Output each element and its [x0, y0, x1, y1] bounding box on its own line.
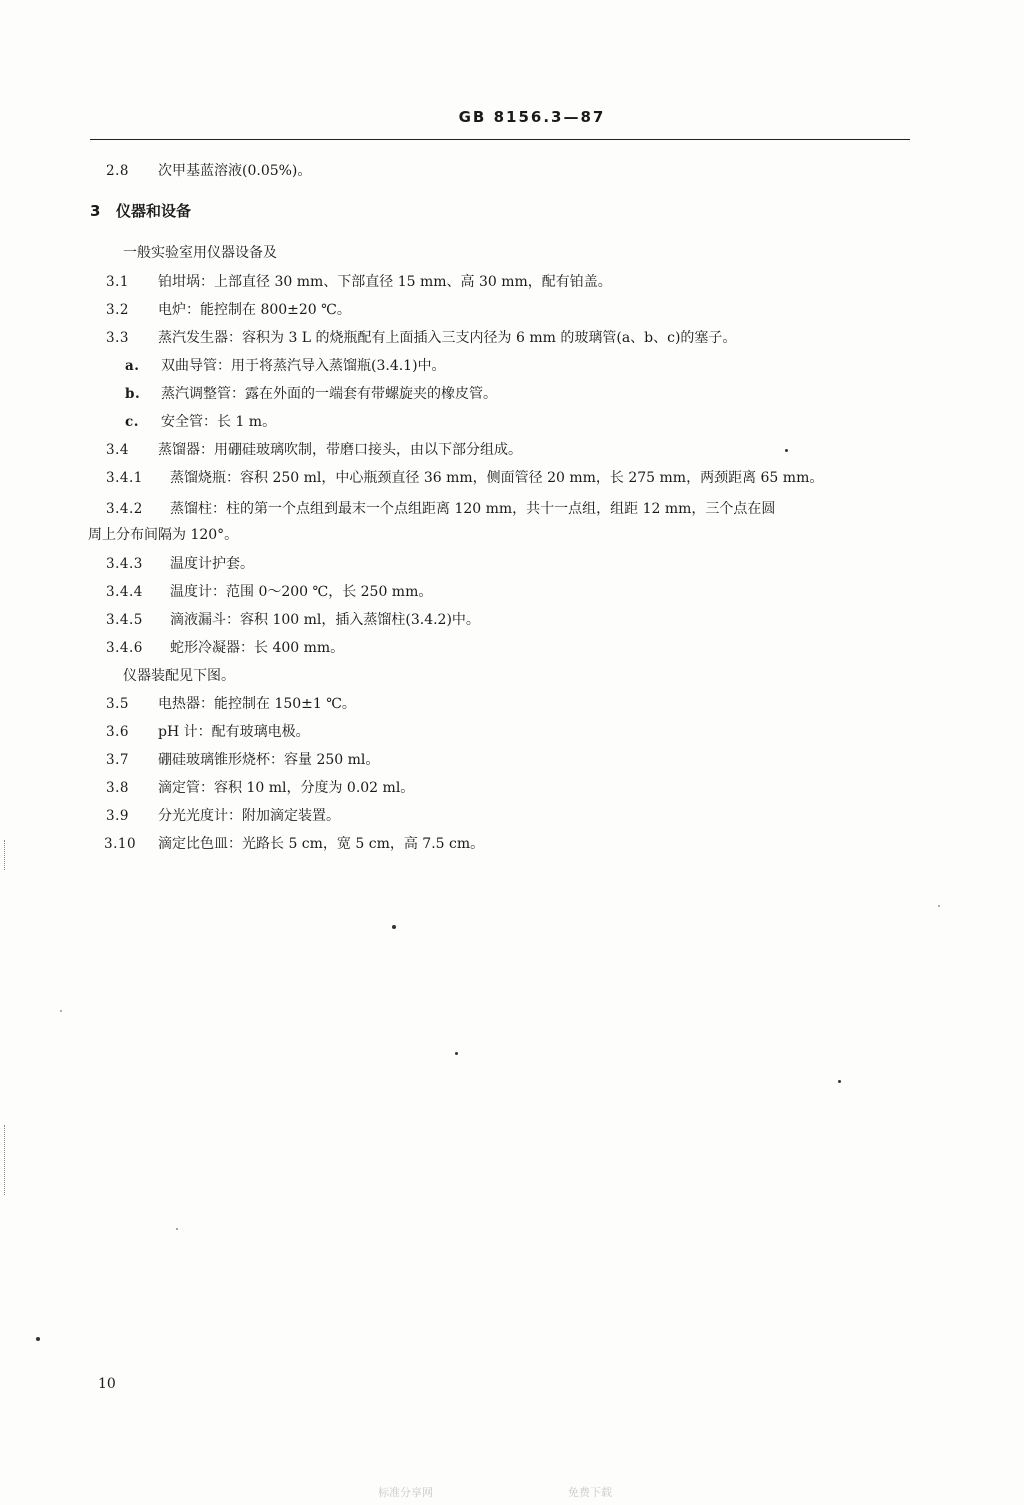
- section-intro: 一般实验室用仪器设备及: [123, 245, 277, 261]
- scan-speck: [36, 1337, 40, 1341]
- clause-text: 硼硅玻璃锥形烧杯：容量 250 ml。: [158, 752, 380, 768]
- clause-text: 蒸汽发生器：容积为 3 L 的烧瓶配有上面插入三支内径为 6 mm 的玻璃管(a、b、c)的塞子。: [158, 330, 737, 346]
- clause-text: 温度计护套。: [170, 556, 254, 572]
- clause-text: 蒸馏器：用硼硅玻璃吹制，带磨口接头，由以下部分组成。: [158, 442, 522, 458]
- scan-speck: [785, 449, 788, 452]
- clause-3-7: [106, 751, 379, 769]
- scan-speck: [938, 905, 940, 907]
- clause-text: 滴液漏斗：容积 100 ml，插入蒸馏柱(3.4.2)中。: [170, 612, 480, 628]
- footer-left-watermark: 标准分享网: [378, 1486, 433, 1499]
- scan-edge-marks: [4, 1125, 7, 1195]
- clause-3-10: [104, 835, 484, 853]
- clause-number: 3.4.5: [106, 612, 143, 628]
- scan-speck: [60, 1010, 62, 1012]
- clause-text: 蛇形冷凝器：长 400 mm。: [170, 640, 345, 656]
- clause-text: 滴定比色皿：光路长 5 cm，宽 5 cm，高 7.5 cm。: [158, 836, 485, 852]
- clause-3-6: [106, 723, 310, 741]
- item-text: 安全管：长 1 m。: [161, 414, 277, 430]
- clause-3-3-a: [125, 357, 446, 375]
- clause-3-4-1: [106, 469, 823, 487]
- clause-3-4: [106, 441, 522, 459]
- clause-text: 蒸馏柱：柱的第一个点组到最末一个点组距离 120 mm，共十一点组，组距 12 mm，三个点在圆: [170, 501, 776, 517]
- clause-text: 蒸馏烧瓶：容积 250 ml，中心瓶颈直径 36 mm，侧面管径 20 mm，长 275 mm，两颈距离 65 mm。: [170, 470, 824, 486]
- clause-3-2: [106, 301, 351, 319]
- clause-number: 3.3: [106, 330, 129, 346]
- item-letter: b.: [125, 386, 141, 402]
- scan-edge-marks: [4, 840, 7, 870]
- item-letter: c.: [125, 414, 139, 430]
- item-letter: a.: [125, 358, 140, 374]
- clause-number: 3.10: [104, 836, 137, 852]
- clause-3-1: [106, 273, 612, 291]
- clause-number: 3.4: [106, 442, 129, 458]
- clause-3-3-c: [125, 413, 276, 431]
- footer-right-watermark: 免费下载: [568, 1486, 612, 1499]
- clause-3-5: [106, 695, 356, 713]
- clause-number: 3.9: [106, 808, 129, 824]
- clause-text: pH 计：配有玻璃电极。: [158, 724, 310, 740]
- clause-text: 电热器：能控制在 150±1 ℃。: [158, 696, 356, 712]
- scan-speck: [392, 925, 396, 929]
- item-text: 双曲导管：用于将蒸汽导入蒸馏瓶(3.4.1)中。: [161, 358, 446, 374]
- clause-number: 3.7: [106, 752, 129, 768]
- clause-3-9: [106, 807, 340, 825]
- section-3-heading: [90, 201, 191, 221]
- clause-number: 3.4.1: [106, 470, 143, 486]
- clause-number: 3.5: [106, 696, 129, 712]
- clause-number: 3.4.6: [106, 640, 143, 656]
- clause-text: 铂坩埚：上部直径 30 mm、下部直径 15 mm、高 30 mm，配有铂盖。: [158, 274, 612, 290]
- clause-number: 3.4.2: [106, 501, 143, 517]
- clause-3-4-3: [106, 555, 254, 573]
- clause-number: 3.8: [106, 780, 129, 796]
- clause-3-4-2-continuation: 周上分布间隔为 120°。: [88, 527, 239, 543]
- clause-3-4-4: [106, 583, 432, 601]
- clause-number: 3.4.4: [106, 584, 143, 600]
- clause-2-8: [106, 162, 311, 180]
- scan-speck: [176, 1228, 178, 1230]
- clause-3-4-6: [106, 639, 344, 657]
- page-number: 10: [98, 1376, 116, 1392]
- scan-speck: [455, 1052, 458, 1055]
- clause-3-4-2: [106, 500, 775, 518]
- clause-3-4-5: [106, 611, 480, 629]
- clause-text: 滴定管：容积 10 ml，分度为 0.02 ml。: [158, 780, 415, 796]
- clause-3-3-b: [125, 385, 497, 403]
- section-number: 3: [90, 202, 101, 220]
- clause-3-3: [106, 329, 736, 347]
- clause-number: 3.1: [106, 274, 129, 290]
- assembly-note: 仪器装配见下图。: [123, 668, 235, 684]
- scan-speck: [838, 1080, 841, 1083]
- standard-code-header: GB 8156.3—87: [458, 108, 606, 126]
- clause-number: 3.4.3: [106, 556, 143, 572]
- clause-number: 3.6: [106, 724, 129, 740]
- clause-text: 温度计：范围 0～200 ℃，长 250 mm。: [170, 584, 433, 600]
- item-text: 蒸汽调整管：露在外面的一端套有带螺旋夹的橡皮管。: [161, 386, 497, 402]
- clause-3-8: [106, 779, 414, 797]
- clause-text: 次甲基蓝溶液(0.05%)。: [158, 163, 312, 179]
- clause-text: 分光光度计：附加滴定装置。: [158, 808, 340, 824]
- header-rule: [90, 139, 910, 140]
- clause-number: 3.2: [106, 302, 129, 318]
- section-title: 仪器和设备: [116, 202, 192, 220]
- clause-number: 2.8: [106, 163, 129, 179]
- clause-text: 电炉：能控制在 800±20 ℃。: [158, 302, 351, 318]
